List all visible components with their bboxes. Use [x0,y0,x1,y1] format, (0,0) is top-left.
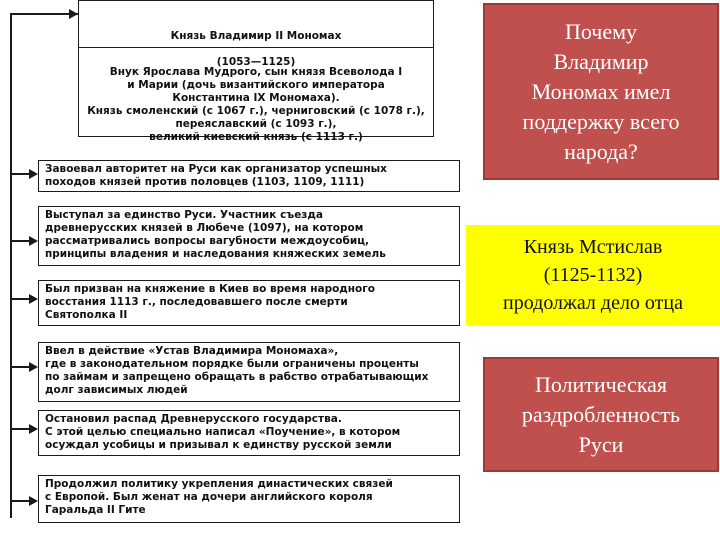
connector-2 [10,240,30,242]
connector-top [10,13,78,15]
connector-4 [10,366,30,368]
connector-1 [10,173,30,175]
arrow-title [69,9,78,19]
fact-box-5: Остановил распад Древнерусского государства. С этой целью специально написал «Поучение», в котором осуждал усобицы и призывал к единству русской земли [38,410,460,456]
title-box [78,0,434,143]
fact-box-6: Продолжил политику укрепления династических связей с Европой. Был женат на дочери английского короля Гаральда II Гите [38,475,460,523]
connector-trunk [10,13,12,518]
title-name: Князь Владимир II Мономах [170,30,342,42]
title-header [79,14,433,68]
title-bio: Внук Ярослава Мудрого, сын князя Всеволода I и Марии (дочь византийского императора Константина IX Мономаха). Князь смоленский (с 1067 г.), черниговский (с 1078 г.), переяславский (с 1093 г.), великий киевский князь (с 1113 г.) [87,66,425,143]
connector-3 [10,298,30,300]
arrow-6 [29,496,38,506]
fact-box-3: Был призван на княжение в Киев во время народного восстания 1113 г., последовавшего после смерти Святополка II [38,280,460,326]
mstislav-panel: Князь Мстислав (1125-1132) продолжал дело отца [466,225,720,325]
arrow-2 [29,236,38,246]
fact-box-2: Выступал за единство Руси. Участник съезда древнерусских князей в Любече (1097), на котором рассматривались вопросы вагубности междоусобиц, принципы владения и наследования княжеских земель [38,206,460,266]
fact-box-4: Ввел в действие «Устав Владимира Мономаха», где в законодательном порядке были ограничены проценты по займам и запрещено обращать в рабство отрабатывающих долг зависимых людей [38,342,460,402]
title-years: (1053—1125) [216,56,296,68]
arrow-1 [29,169,38,179]
connector-6 [10,500,30,502]
arrow-5 [29,424,38,434]
fragmentation-panel: Политическая раздробленность Руси [483,357,719,472]
fact-box-1: Завоевал авторитет на Руси как организатор успешных походов князей против половцев (1103, 1109, 1111) [38,160,460,192]
arrow-3 [29,294,38,304]
connector-5 [10,428,30,430]
arrow-4 [29,362,38,372]
question-panel: Почему Владимир Мономах имел поддержку всего народа? [483,3,719,180]
